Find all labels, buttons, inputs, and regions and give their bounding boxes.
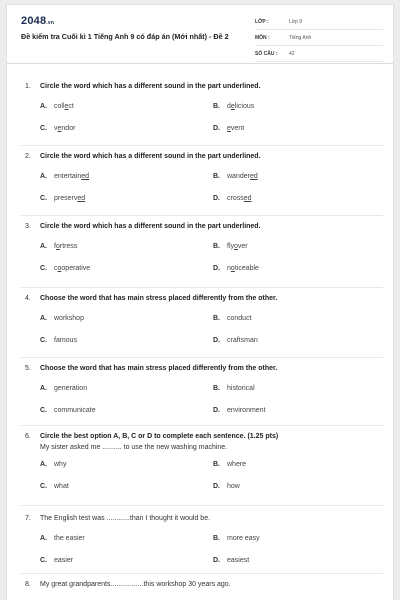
answer-option-d[interactable] — [213, 557, 249, 564]
answer-option-b[interactable] — [213, 315, 252, 322]
answer-option-c[interactable] — [40, 557, 73, 564]
answer-option-d[interactable] — [213, 407, 266, 414]
meta-key: SỐ CÂU : — [255, 51, 278, 57]
underlined-part: o — [57, 265, 62, 272]
option-letter: D. — [213, 125, 220, 132]
option-text: more easy — [227, 535, 260, 542]
option-letter: B. — [213, 243, 220, 250]
underlined-part: o — [230, 265, 235, 272]
document-header — [7, 5, 393, 64]
question-divider — [21, 425, 383, 426]
document-title: Đề kiểm tra Cuối kì 1 Tiếng Anh 9 có đáp án (Mới nhất) - Đề 2 — [21, 32, 229, 41]
option-letter: D. — [213, 337, 220, 344]
underlined-part: e — [64, 103, 69, 110]
question-number: 3. — [25, 223, 31, 230]
meta-value: Tiếng Anh — [289, 35, 312, 41]
meta-row-subject — [255, 30, 383, 46]
option-letter: C. — [40, 265, 47, 272]
question-divider — [21, 215, 383, 216]
option-letter: D. — [213, 265, 220, 272]
answer-option-a[interactable] — [40, 243, 77, 250]
question-divider — [21, 145, 383, 146]
option-text: vendor — [54, 125, 76, 132]
underlined-part: o — [55, 243, 60, 250]
answer-option-c[interactable] — [40, 407, 96, 414]
answer-option-c[interactable] — [40, 195, 85, 202]
option-text: the easier — [54, 535, 85, 542]
answer-option-b[interactable] — [213, 243, 248, 250]
option-text: noticeable — [227, 265, 259, 272]
option-text: easier — [54, 557, 74, 564]
question-text: My great grandparents.................this workshop 30 years ago. — [40, 581, 231, 588]
question-number: 5. — [25, 365, 31, 372]
option-letter: B. — [213, 173, 220, 180]
option-text: event — [227, 125, 245, 132]
answer-option-c[interactable] — [40, 483, 69, 490]
meta-info-table — [255, 14, 383, 62]
option-letter: B. — [213, 461, 220, 468]
option-letter: C. — [40, 407, 47, 414]
option-text: historical — [227, 385, 255, 392]
option-letter: A. — [40, 243, 47, 250]
option-text: what — [54, 483, 69, 490]
option-letter: C. — [40, 337, 47, 344]
question-text: Circle the word which has a different sound in the part underlined. — [40, 83, 261, 90]
question-text: Choose the word that has main stress placed differently from the other. — [40, 365, 278, 372]
question-number: 2. — [25, 153, 31, 160]
question-text: The English test was ............than I thought it would be. — [40, 515, 211, 522]
answer-option-a[interactable] — [40, 535, 85, 542]
underlined-part: e — [230, 103, 235, 110]
option-text: cooperative — [54, 265, 91, 272]
option-text: conduct — [227, 315, 252, 322]
answer-option-a[interactable] — [40, 461, 66, 468]
answer-option-d[interactable] — [213, 483, 240, 490]
answer-option-c[interactable] — [40, 337, 77, 344]
option-text: collect — [54, 103, 74, 110]
option-letter: A. — [40, 315, 47, 322]
question-text: Circle the word which has a different sound in the part underlined. — [40, 153, 261, 160]
option-letter: D. — [213, 557, 220, 564]
option-text: why — [54, 461, 67, 468]
meta-key: LỚP : — [255, 19, 269, 25]
question-text: Circle the best option A, B, C or D to complete each sentence. (1.25 pts) — [40, 433, 279, 440]
option-text: famous — [54, 337, 77, 344]
underlined-part: ed — [77, 195, 86, 202]
question-sentence: My sister asked me .......... to use the new washing machine. — [40, 444, 228, 451]
option-text: crossed — [227, 195, 252, 202]
option-letter: C. — [40, 195, 47, 202]
option-text: wandered — [227, 173, 258, 180]
option-letter: B. — [213, 103, 220, 110]
meta-row-class — [255, 14, 383, 30]
meta-row-count — [255, 46, 383, 62]
option-letter: D. — [213, 407, 220, 414]
question-number: 8. — [25, 581, 31, 588]
answer-option-d[interactable] — [213, 195, 252, 202]
question-divider — [21, 357, 383, 358]
option-letter: A. — [40, 385, 47, 392]
underlined-part: ed — [249, 173, 258, 180]
option-text: craftsman — [227, 337, 258, 344]
question-number: 1. — [25, 83, 31, 90]
answer-option-a[interactable] — [40, 315, 84, 322]
answer-option-d[interactable] — [213, 337, 258, 344]
site-logo[interactable]: 2048.vn — [21, 15, 55, 27]
option-text: delicious — [227, 103, 255, 110]
option-letter: C. — [40, 557, 47, 564]
underlined-part: e — [227, 125, 231, 132]
question-number: 7. — [25, 515, 31, 522]
question-divider — [21, 573, 383, 574]
option-letter: B. — [213, 535, 220, 542]
option-letter: A. — [40, 535, 47, 542]
option-text: communicate — [54, 407, 96, 414]
question-number: 6. — [25, 433, 31, 440]
option-letter: A. — [40, 103, 47, 110]
underlined-part: ed — [81, 173, 90, 180]
document-page — [6, 4, 394, 600]
option-letter: D. — [213, 195, 220, 202]
question-divider — [21, 505, 383, 506]
option-text: environment — [227, 407, 266, 414]
answer-option-d[interactable] — [213, 265, 259, 272]
answer-option-b[interactable] — [213, 461, 246, 468]
option-text: workshop — [54, 315, 84, 322]
underlined-part: ed — [243, 195, 252, 202]
option-text: easiest — [227, 557, 250, 564]
option-letter: C. — [40, 483, 47, 490]
option-letter: B. — [213, 315, 220, 322]
answer-option-a[interactable] — [40, 385, 87, 392]
answer-option-b[interactable] — [213, 535, 260, 542]
answer-option-a[interactable] — [40, 173, 89, 180]
underlined-part: o — [234, 243, 238, 250]
question-divider — [21, 287, 383, 288]
option-text: entertained — [54, 173, 90, 180]
answer-option-a[interactable] — [40, 103, 74, 110]
option-text: fortress — [54, 243, 78, 250]
answer-option-d[interactable] — [213, 125, 244, 132]
meta-key: MÔN : — [255, 35, 270, 41]
option-text: flyover — [227, 243, 248, 250]
option-letter: A. — [40, 461, 47, 468]
answer-option-b[interactable] — [213, 103, 254, 110]
option-letter: A. — [40, 173, 47, 180]
option-text: generation — [54, 385, 88, 392]
answer-option-c[interactable] — [40, 125, 75, 132]
underlined-part: e — [57, 125, 62, 132]
question-number: 4. — [25, 295, 31, 302]
answer-option-c[interactable] — [40, 265, 90, 272]
option-letter: B. — [213, 385, 220, 392]
option-text: where — [227, 461, 247, 468]
question-text: Circle the word which has a different sound in the part underlined. — [40, 223, 261, 230]
option-text: preserved — [54, 195, 86, 202]
option-letter: D. — [213, 483, 220, 490]
answer-option-b[interactable] — [213, 173, 258, 180]
meta-value: 42 — [289, 51, 295, 57]
option-text: how — [227, 483, 240, 490]
meta-value: Lớp 9 — [289, 19, 303, 25]
answer-option-b[interactable] — [213, 385, 255, 392]
question-text: Choose the word that has main stress placed differently from the other. — [40, 295, 278, 302]
option-letter: C. — [40, 125, 47, 132]
